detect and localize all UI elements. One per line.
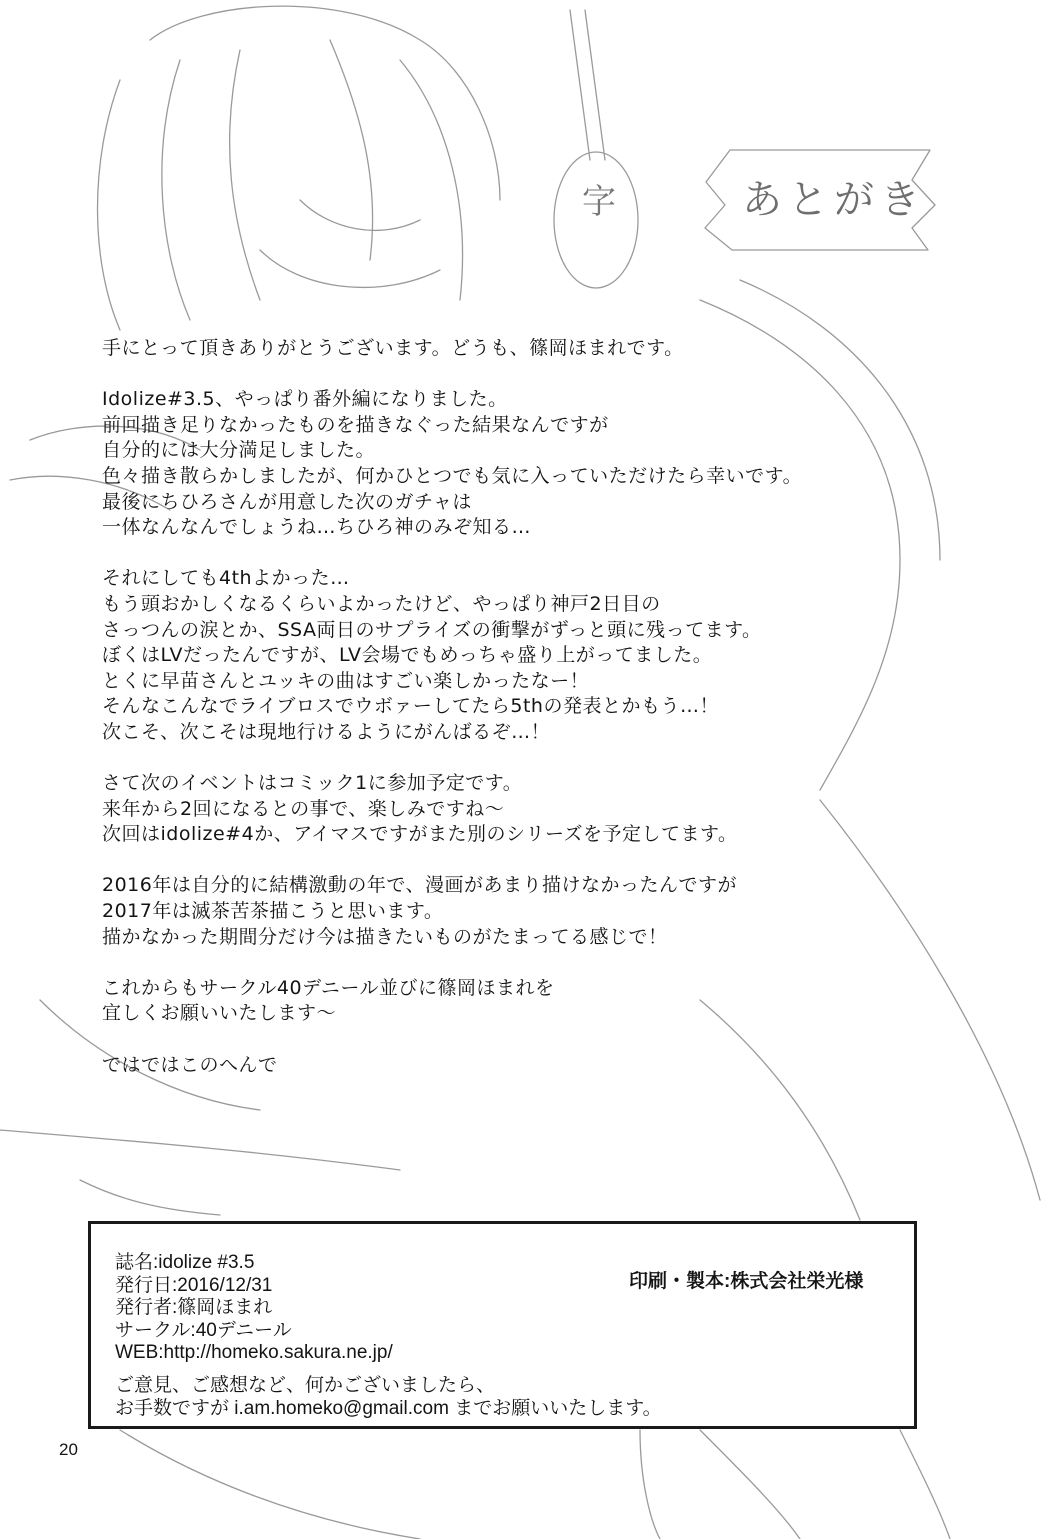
sign-kanji: 字 (582, 182, 616, 222)
text-line: 描かなかった期間分だけ今は描きたいものがたまってる感じで！ (102, 925, 668, 948)
colophon-printer: 印刷・製本:株式会社栄光様 (629, 1271, 864, 1292)
paragraph (102, 873, 902, 950)
text-line: 最後にちひろさんが用意した次のガチャは (102, 490, 472, 513)
text-line: 来年から2回になるとの事で、楽しみですね～ (102, 797, 505, 820)
afterword-body (102, 336, 902, 1104)
colophon-date: 発行日:2016/12/31 (115, 1274, 273, 1296)
text-line: 次こそ、次こそは現地行けるようにがんばるぞ…！ (102, 720, 551, 743)
paragraph (102, 566, 902, 745)
colophon-circle: サークル:40デニール (115, 1319, 292, 1341)
text-line: これからもサークル40デニール並びに篠岡ほまれを (102, 976, 555, 999)
contact-line: ご意見、ご感想など、何かございましたら、 (115, 1375, 496, 1396)
text-line: 2016年は自分的に結構激動の年で、漫画があまり描けなかったんですが (102, 874, 737, 897)
text-line: 自分的には大分満足しました。 (102, 439, 376, 462)
colophon-details (115, 1252, 393, 1365)
text-line: そんなこんなでライブロスでウボァーしてたら5thの発表とかもう…！ (102, 695, 719, 718)
paragraph (102, 771, 902, 848)
text-line: 色々描き散らかしましたが、何かひとつでも気に入っていただけたら幸いです。 (102, 464, 803, 487)
text-line: とくに早苗さんとユッキの曲はすごい楽しかったなー！ (102, 669, 590, 692)
text-line: それにしても4thよかった… (102, 567, 350, 590)
paragraph (102, 336, 902, 362)
text-line: さて次のイベントはコミック1に参加予定です。 (102, 772, 523, 795)
text-line: 宜しくお願いいたします～ (102, 1002, 337, 1025)
paragraph (102, 976, 902, 1027)
contact-email-line[interactable]: お手数ですが i.am.homeko@gmail.com までお願いいたします。 (115, 1398, 662, 1419)
paragraph (102, 387, 902, 541)
text-line: Idolize#3.5、やっぱり番外編になりました。 (102, 388, 508, 411)
text-line: さっつんの涙とか、SSA両日のサプライズの衝撃がずっと頭に残ってます。 (102, 618, 762, 641)
afterword-heading: あとがき (742, 177, 926, 223)
colophon-web-link[interactable]: WEB:http://homeko.sakura.ne.jp/ (115, 1342, 393, 1364)
text-line: 2017年は滅茶苦茶描こうと思います。 (102, 900, 444, 923)
colophon-title: 誌名:idolize #3.5 (115, 1252, 255, 1273)
text-line: 次回はidolize#4か、アイマスですがまた別のシリーズを予定してます。 (102, 823, 738, 846)
text-line: もう頭おかしくなるくらいよかったけど、やっぱり神戸2日目の (102, 592, 661, 615)
text-line: 前回描き足りなかったものを描きなぐった結果なんですが (102, 413, 609, 436)
colophon-publisher: 発行者:篠岡ほまれ (115, 1297, 273, 1319)
colophon-contact (115, 1374, 662, 1420)
page-number: 20 (59, 1440, 78, 1459)
text-line: ではではこのへんで (102, 1053, 278, 1076)
colophon-box (88, 1221, 917, 1429)
text-line: 一体なんなんでしょうね…ちひろ神のみぞ知る… (102, 516, 532, 539)
text-line: ぼくはLVだったんですが、LV会場でもめっちゃ盛り上がってました。 (102, 644, 713, 667)
paragraph (102, 1053, 902, 1079)
text-line: 手にとって頂きありがとうございます。どうも、篠岡ほまれです。 (102, 337, 684, 359)
